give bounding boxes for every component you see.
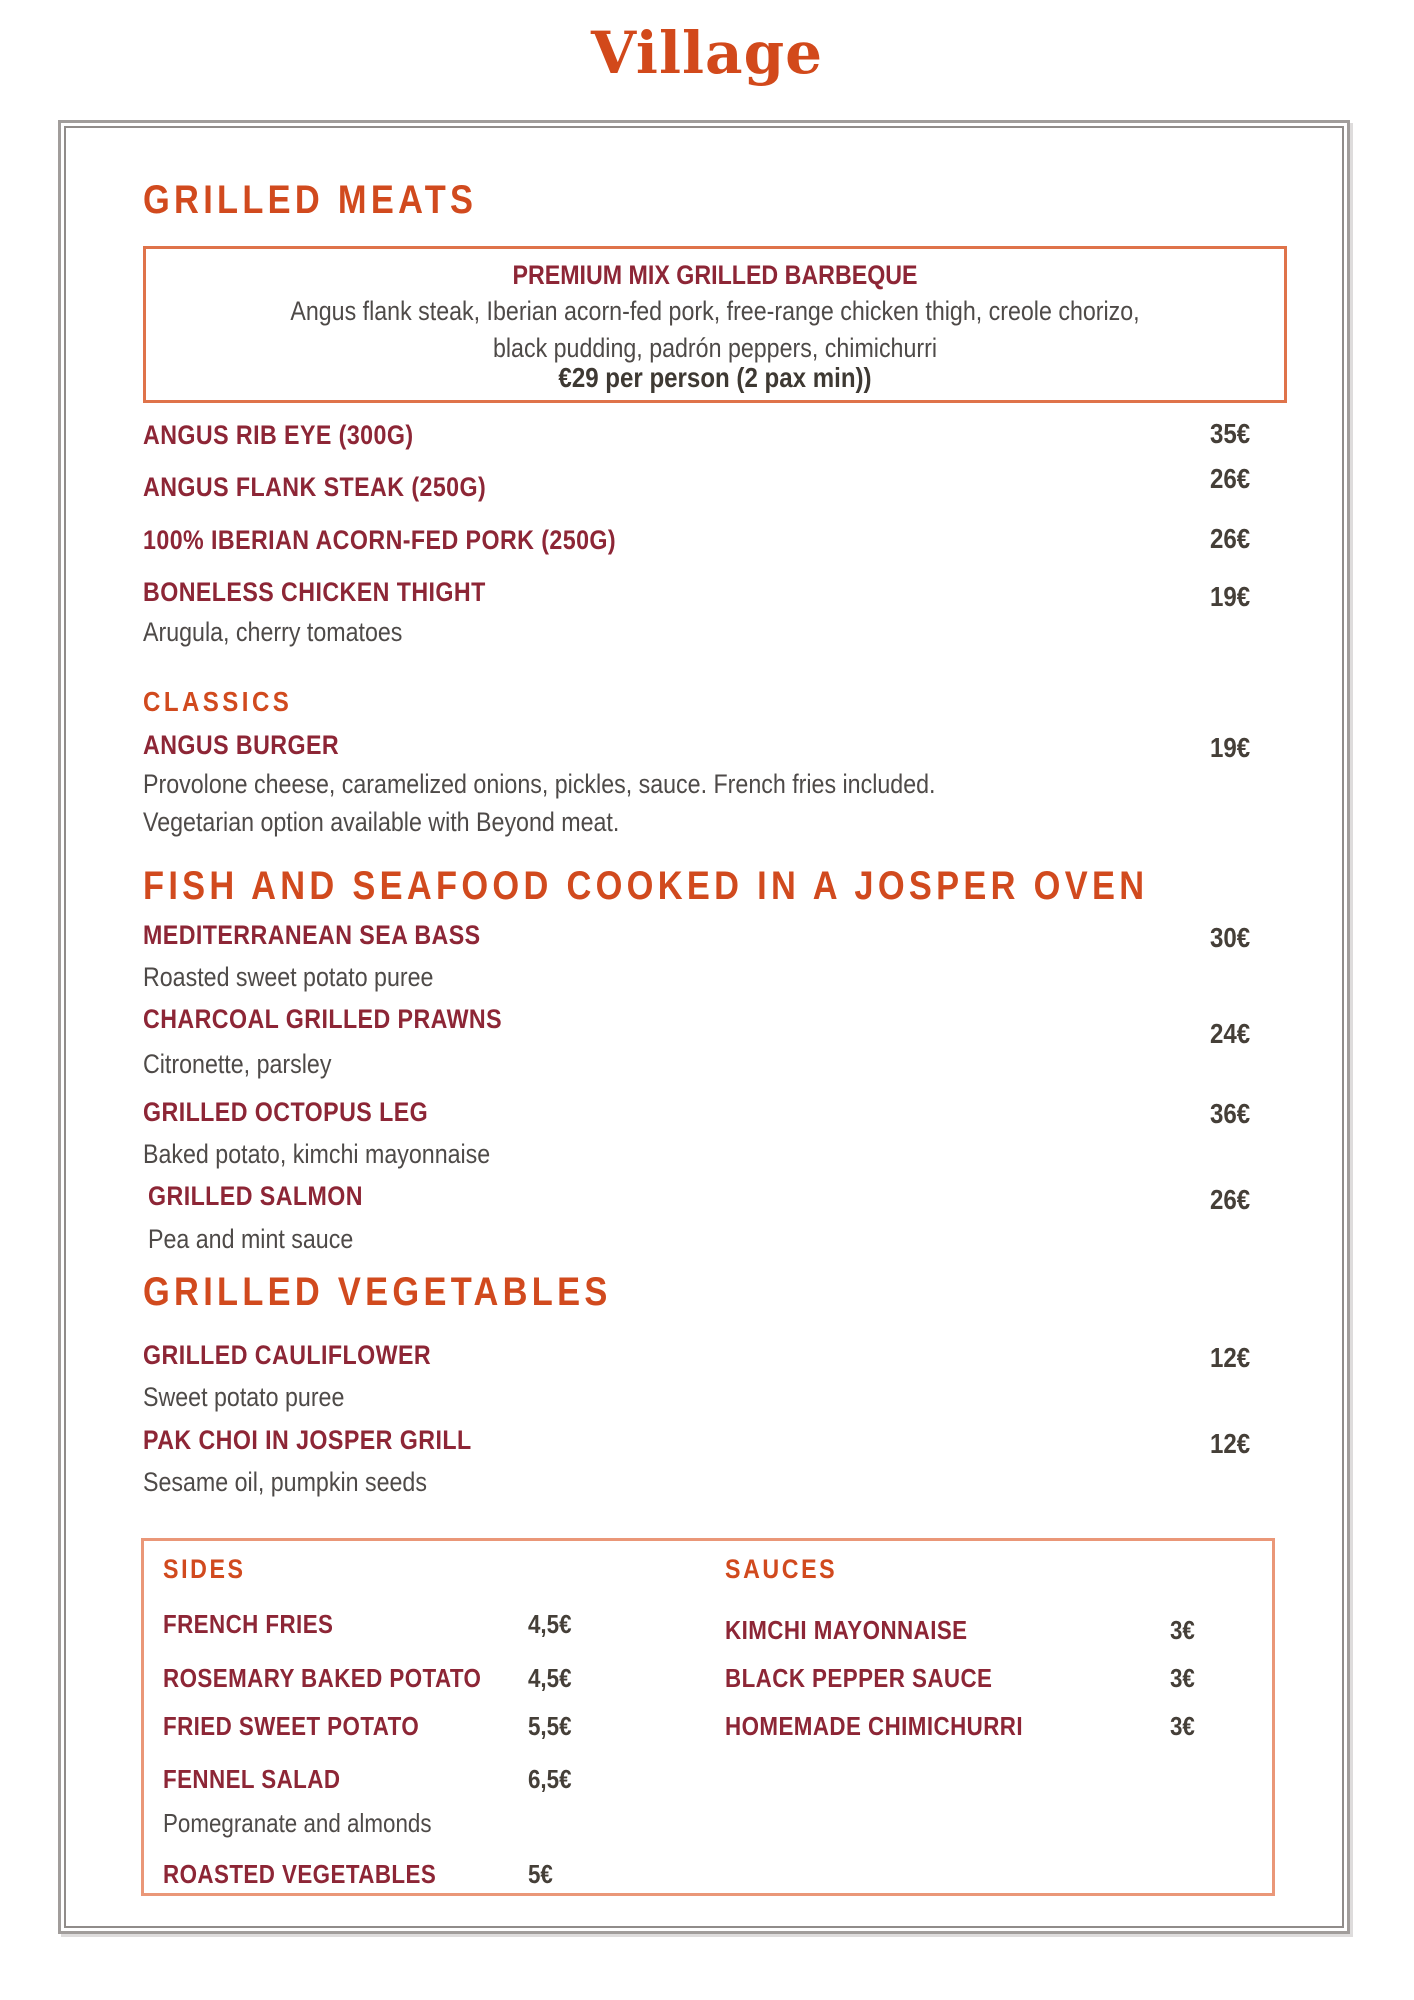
- menu-item-name: ROSEMARY BAKED POTATO: [163, 1663, 482, 1693]
- menu-item-name: FENNEL SALAD: [163, 1764, 341, 1794]
- section-heading-sauces: SAUCES: [725, 1554, 838, 1584]
- menu-item-price: 5€: [528, 1859, 553, 1889]
- menu-item-price: 35€: [1210, 418, 1251, 449]
- menu-item-description: Roasted sweet potato puree: [143, 962, 434, 992]
- menu-item-price: 12€: [1210, 1342, 1251, 1373]
- brand-logo: Village: [590, 19, 824, 87]
- menu-item-name: FRENCH FRIES: [163, 1609, 334, 1639]
- sides-sauces-box: [141, 1538, 1275, 1896]
- menu-item-name: ANGUS FLANK STEAK (250G): [143, 472, 487, 502]
- menu-item-name: ANGUS BURGER: [143, 730, 340, 760]
- menu-item-name: CHARCOAL GRILLED PRAWNS: [143, 1004, 503, 1034]
- menu-item-price: 6,5€: [528, 1764, 572, 1794]
- menu-item-name: ANGUS RIB EYE (300G): [143, 420, 414, 450]
- menu-item-price: 3€: [1170, 1615, 1195, 1645]
- menu-item-price: 36€: [1210, 1098, 1251, 1129]
- menu-item-price: 12€: [1210, 1428, 1251, 1459]
- menu-item-name: BLACK PEPPER SAUCE: [725, 1663, 993, 1693]
- menu-item-name: GRILLED SALMON: [148, 1181, 363, 1211]
- menu-item-name: HOMEMADE CHIMICHURRI: [725, 1711, 1024, 1741]
- menu-item-price: 30€: [1210, 922, 1251, 953]
- menu-item-price: 4,5€: [528, 1663, 572, 1693]
- menu-item-price: 5,5€: [528, 1711, 572, 1741]
- menu-item-price: 26€: [1210, 463, 1251, 494]
- menu-item-name: 100% IBERIAN ACORN-FED PORK (250G): [143, 525, 617, 555]
- menu-item-name: GRILLED CAULIFLOWER: [143, 1340, 432, 1370]
- menu-item-price: 24€: [1210, 1018, 1251, 1049]
- menu-item-price: 19€: [1210, 581, 1251, 612]
- menu-item-price: 4,5€: [528, 1609, 572, 1639]
- section-heading-grilled-meats: GRILLED MEATS: [143, 178, 478, 222]
- menu-item-price: 26€: [1210, 523, 1251, 554]
- menu-item-description: Arugula, cherry tomatoes: [143, 617, 403, 647]
- menu-item-description: Citronette, parsley: [143, 1049, 332, 1079]
- menu-item-name: PAK CHOI IN JOSPER GRILL: [143, 1425, 472, 1455]
- menu-item-name: MEDITERRANEAN SEA BASS: [143, 920, 481, 950]
- menu-item-price: 3€: [1170, 1663, 1195, 1693]
- premium-combo-box: [143, 246, 1287, 403]
- menu-item-price: 19€: [1210, 732, 1251, 763]
- section-heading-classics: CLASSICS: [143, 686, 293, 717]
- menu-item-name: GRILLED OCTOPUS LEG: [143, 1097, 429, 1127]
- menu-item-price: 26€: [1210, 1184, 1251, 1215]
- premium-box-price: €29 per person (2 pax min)): [558, 362, 872, 393]
- menu-item-description: Sweet potato puree: [143, 1382, 345, 1412]
- section-heading-fish-seafood: FISH AND SEAFOOD COOKED IN A JOSPER OVEN: [143, 864, 1149, 908]
- menu-item-name: KIMCHI MAYONNAISE: [725, 1615, 968, 1645]
- menu-item-price: 3€: [1170, 1711, 1195, 1741]
- menu-item-description: Sesame oil, pumpkin seeds: [143, 1467, 427, 1497]
- menu-item-name: ROASTED VEGETABLES: [163, 1859, 437, 1889]
- section-heading-grilled-vegetables: GRILLED VEGETABLES: [143, 1270, 612, 1314]
- menu-item-description: Baked potato, kimchi mayonnaise: [143, 1139, 491, 1169]
- premium-box-title: PREMIUM MIX GRILLED BARBEQUE: [512, 260, 918, 290]
- premium-box-description-line1: Angus flank steak, Iberian acorn-fed pork, free-range chicken thigh, creole chorizo,: [290, 296, 1140, 326]
- section-heading-sides: SIDES: [163, 1554, 246, 1584]
- premium-box-description-line2: black pudding, padrón peppers, chimichurri: [492, 333, 938, 363]
- menu-item-description: Provolone cheese, caramelized onions, pickles, sauce. French fries included.: [143, 769, 936, 799]
- menu-item-name: FRIED SWEET POTATO: [163, 1711, 420, 1741]
- menu-item-description: Pomegranate and almonds: [163, 1808, 432, 1838]
- menu-item-name: BONELESS CHICKEN THIGHT: [143, 577, 486, 607]
- menu-item-description: Pea and mint sauce: [148, 1224, 354, 1254]
- menu-item-description: Vegetarian option available with Beyond meat.: [143, 807, 620, 837]
